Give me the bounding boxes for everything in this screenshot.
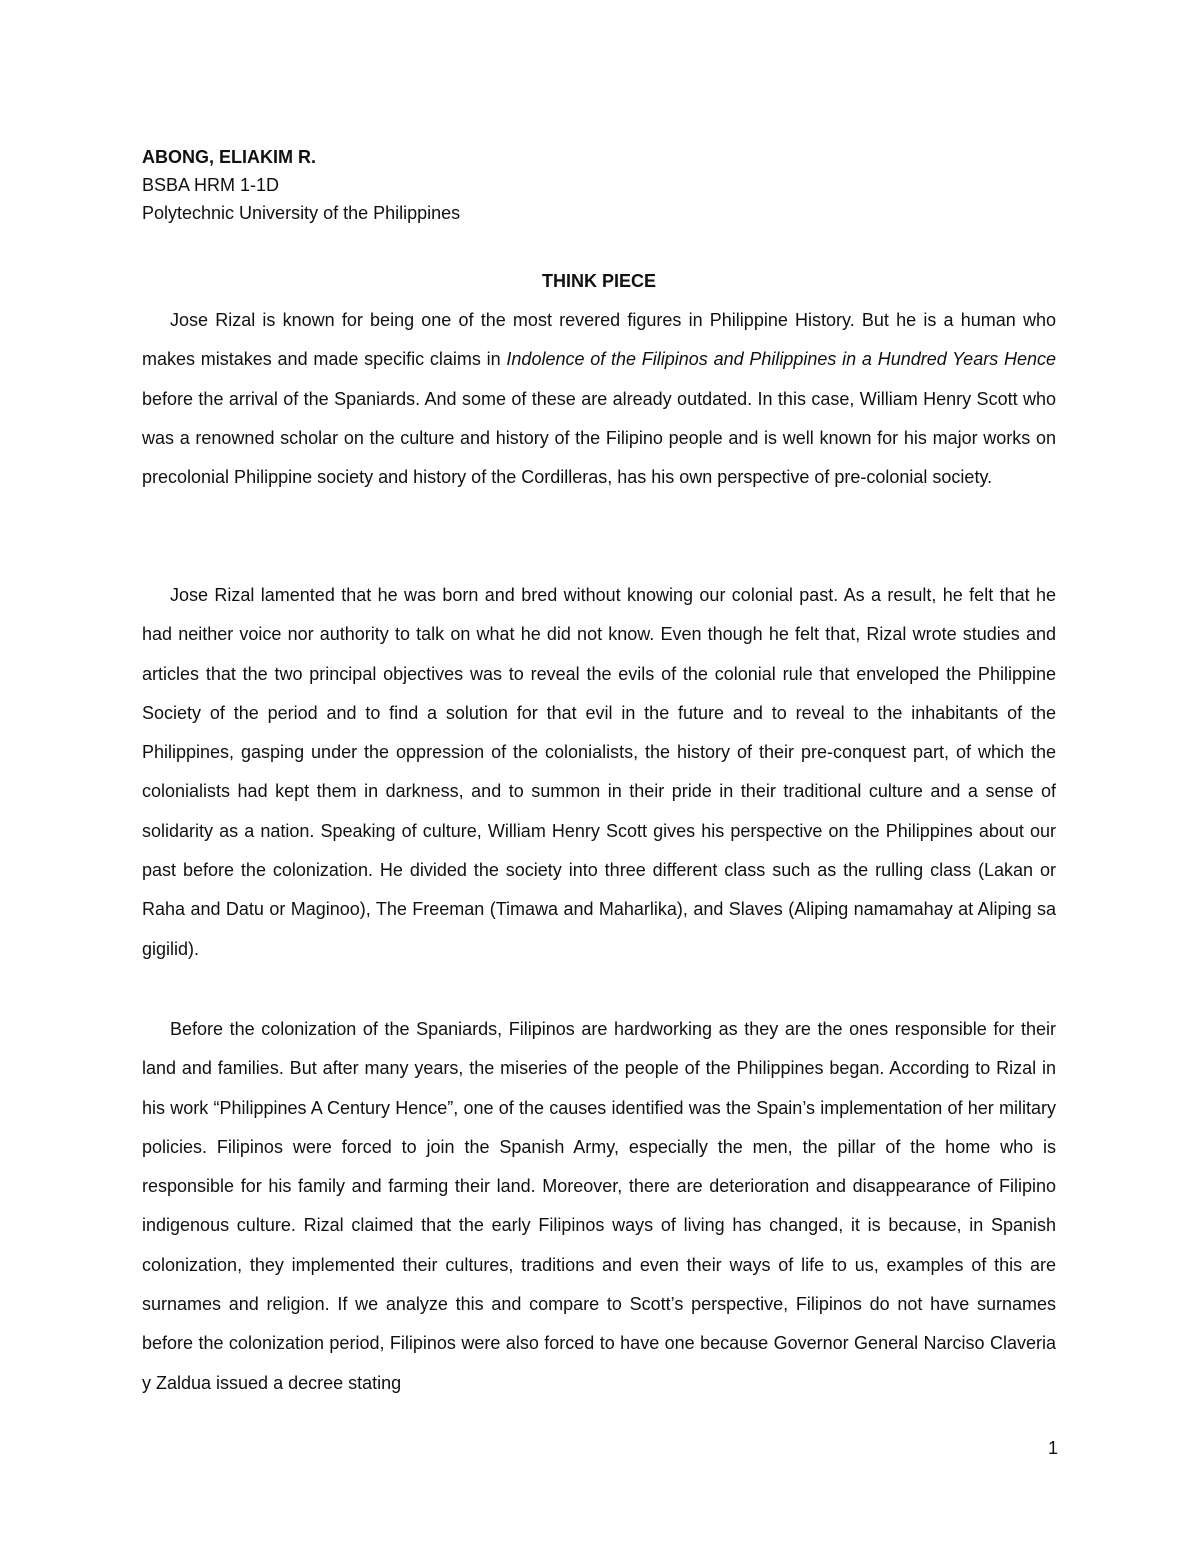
author-course: BSBA HRM 1-1D bbox=[142, 175, 280, 195]
paragraph-2 bbox=[142, 576, 1056, 969]
paragraph-3 bbox=[142, 1010, 1056, 1403]
paragraph-1 bbox=[142, 301, 1056, 497]
page-number: 1 bbox=[1047, 1438, 1058, 1458]
paragraph-2-text: Jose Rizal lamented that he was born and bred without knowing our colonial past. As a result, he felt that he had neither voice nor authority to talk on what he did not know. Even though he felt that, Rizal wrote studies and articles that the two principal objectives was to reveal the evils of the colonial rule that enveloped the Philippine Society of the period and to find a solution for that evil in the future and to reveal to the inhabitants of the Philippines, gasping under the oppression of the colonialists, the history of their pre-conquest part, of which the colonialists had kept them in darkness, and to summon in their pride in their traditional culture and a sense of solidarity as a nation. Speaking of culture, William Henry Scott gives his perspective on the Philippines about our past before the colonization. He divided the society into three different class such as the rulling class (Lakan or Raha and Datu or Maginoo), The Freeman (Timawa and Maharlika), and Slaves (Aliping namamahay at Aliping sa gigilid). bbox=[142, 585, 1056, 959]
paragraph-3-text: Before the colonization of the Spaniards, Filipinos are hardworking as they are the ones responsible for their land and families. But after many years, the miseries of the people of the Philippines began. According to Rizal in his work “Philippines A Century Hence”, one of the causes identified was the Spain’s implementation of her military policies. Filipinos were forced to join the Spanish Army, especially the men, the pillar of the home who is responsible for his family and farming their land. Moreover, there are deterioration and disappearance of Filipino indigenous culture. Rizal claimed that the early Filipinos ways of living has changed, it is because, in Spanish colonization, they implemented their cultures, traditions and even their ways of life to us, examples of this are surnames and religion. If we analyze this and compare to Scott’s perspective, Filipinos do not have surnames before the colonization period, Filipinos were also forced to have one because Governor General Narciso Claveria y Zaldua issued a decree stating bbox=[142, 1019, 1056, 1393]
author-name: ABONG, ELIAKIM R. bbox=[142, 147, 316, 167]
author-school: Polytechnic University of the Philippines bbox=[142, 203, 461, 223]
paragraph-1-after: before the arrival of the Spaniards. And some of these are already outdated. In this case, William Henry Scott who was a renowned scholar on the culture and history of the Filipino people and is well known for his major works on precolonial Philippine society and history of the Cordilleras, has his own perspective of pre-colonial society. bbox=[142, 388, 1056, 488]
document-title: THINK PIECE bbox=[541, 271, 656, 291]
paragraph-1-italic-title: Indolence of the Filipinos and Philippines in a Hundred Years Hence bbox=[506, 349, 1056, 370]
paragraph-1-text bbox=[142, 301, 1056, 497]
author-header bbox=[142, 143, 460, 227]
paragraph-1-before: Jose Rizal is known for being one of the most revered figures in Philippine History. But he is a human who makes mistakes and made specific claims in bbox=[142, 310, 1056, 370]
